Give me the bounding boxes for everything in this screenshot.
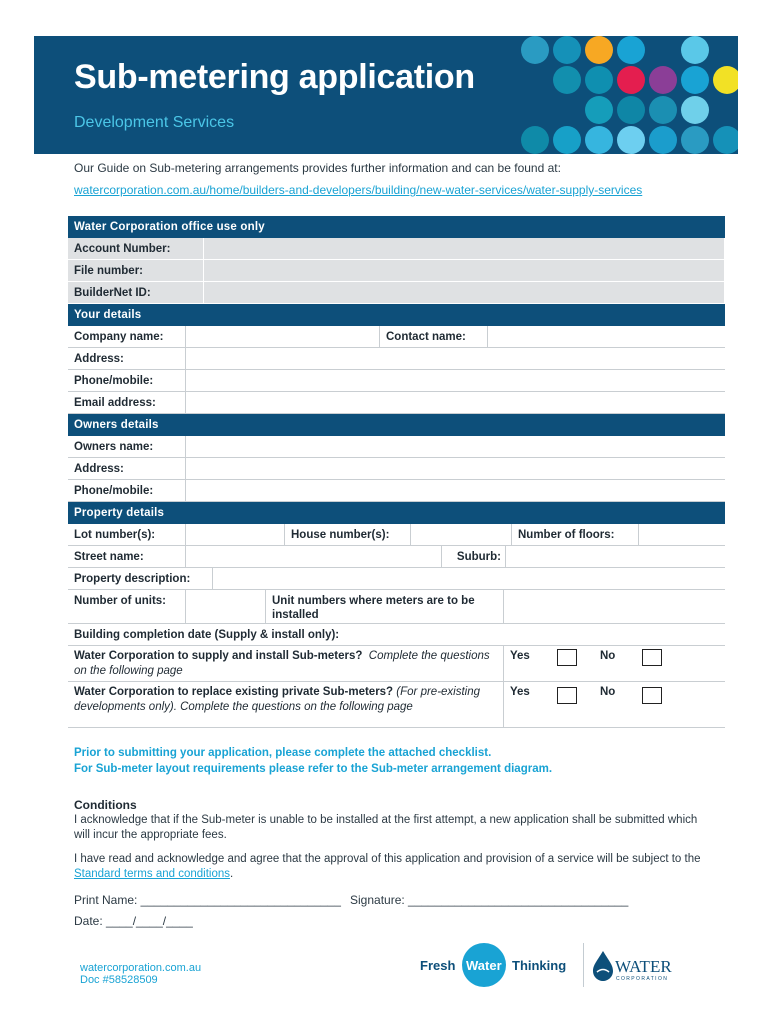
supply-install-note: Complete the questions on the following page <box>74 650 490 677</box>
description-row <box>68 568 725 590</box>
supply-install-options <box>504 646 725 681</box>
intro-text: Our Guide on Sub-metering arrangements provides further information and can be found at: <box>74 161 561 175</box>
banner-dot <box>681 96 709 124</box>
guide-link[interactable]: watercorporation.com.au/home/builders-and-developers/building/new-water-services/water-supply-services <box>74 183 643 197</box>
floors-field[interactable] <box>639 524 725 545</box>
replace-question <box>68 682 504 727</box>
replace-no-label: No <box>600 686 616 698</box>
conditions-heading: Conditions <box>74 798 137 812</box>
section-your-details: Your details <box>68 304 725 326</box>
owners-phone-label: Phone/mobile: <box>68 480 186 501</box>
banner-dot <box>553 126 581 154</box>
contact-name-field[interactable] <box>488 326 725 347</box>
email-field[interactable] <box>186 392 725 413</box>
wc-sub-text: CORPORATION <box>616 976 669 982</box>
footer-website <box>80 962 201 986</box>
lot-number-label: Lot number(s): <box>68 524 186 545</box>
banner-dot <box>521 36 549 64</box>
conditions-paragraph-1: I acknowledge that if the Sub-meter is unable to be installed at the first attempt, a new application shall be submitted which will incur the appropriate fees. <box>74 814 698 841</box>
header-banner <box>34 36 738 154</box>
file-number-row <box>68 260 725 282</box>
buildernet-row <box>68 282 725 304</box>
owners-address-row <box>68 458 725 480</box>
banner-dot <box>681 36 709 64</box>
checklist-notice <box>74 745 552 777</box>
property-description-label: Property description: <box>68 568 213 589</box>
water-corporation-logo <box>583 943 693 987</box>
section-property-details: Property details <box>68 502 725 524</box>
buildernet-field[interactable] <box>204 282 725 303</box>
email-label: Email address: <box>68 392 186 413</box>
street-name-field[interactable] <box>186 546 442 567</box>
banner-dot <box>681 126 709 154</box>
suburb-field[interactable] <box>506 546 725 567</box>
account-number-row <box>68 238 725 260</box>
units-label: Number of units: <box>68 590 186 623</box>
supply-install-row <box>68 646 725 682</box>
replace-yes-checkbox[interactable] <box>557 687 577 704</box>
supply-install-no-label: No <box>600 650 616 662</box>
completion-date-field[interactable]: Building completion date (Supply & install only): <box>74 628 340 641</box>
completion-row <box>68 624 725 646</box>
banner-dot <box>617 36 645 64</box>
conditions-p2-end: . <box>229 868 234 880</box>
notice-line-1: Prior to submitting your application, please complete the attached checklist. <box>74 747 492 759</box>
company-name-label: Company name: <box>68 326 186 347</box>
banner-dot <box>553 66 581 94</box>
company-row <box>68 326 725 348</box>
supply-install-question-text: Water Corporation to supply and install Sub-meters? <box>74 650 363 662</box>
suburb-label: Suburb: <box>442 546 506 567</box>
house-number-field[interactable] <box>411 524 512 545</box>
banner-dot <box>713 126 738 154</box>
street-row <box>68 546 725 568</box>
your-address-label: Address: <box>68 348 186 369</box>
units-field[interactable] <box>186 590 266 623</box>
banner-dot <box>617 126 645 154</box>
street-name-label: Street name: <box>68 546 186 567</box>
owners-name-row <box>68 436 725 458</box>
your-phone-label: Phone/mobile: <box>68 370 186 391</box>
fresh-water-thinking-logo <box>420 943 580 987</box>
your-address-row <box>68 348 725 370</box>
supply-install-question <box>68 646 504 681</box>
replace-row <box>68 682 725 728</box>
unit-numbers-field[interactable] <box>504 590 725 623</box>
owners-name-label: Owners name: <box>68 436 186 457</box>
section-office-use: Water Corporation office use only <box>68 216 725 238</box>
supply-install-yes-label: Yes <box>510 650 530 662</box>
units-row <box>68 590 725 624</box>
floors-label: Number of floors: <box>512 524 639 545</box>
signature-line[interactable]: Signature: _________________________________ <box>350 893 629 907</box>
footer-url-text: watercorporation.com.au <box>80 962 202 974</box>
file-number-label: File number: <box>68 260 204 281</box>
conditions-p2-text: I have read and acknowledge and agree that the approval of this application and provision of a service will be subject to the <box>74 853 701 865</box>
banner-dot <box>553 36 581 64</box>
replace-question-text: Water Corporation to replace existing private Sub-meters? <box>74 686 394 698</box>
unit-numbers-label: Unit numbers where meters are to be installed <box>266 590 504 623</box>
banner-dot <box>521 126 549 154</box>
date-line[interactable]: Date: ____/____/____ <box>74 914 193 928</box>
notice-line-2: For Sub-meter layout requirements please refer to the Sub-meter arrangement diagram. <box>74 763 553 775</box>
fwt-thinking-text: Thinking <box>512 958 567 973</box>
account-number-label: Account Number: <box>68 238 204 259</box>
contact-name-label: Contact name: <box>380 326 488 347</box>
replace-no-checkbox[interactable] <box>642 687 662 704</box>
water-drop-icon <box>593 951 613 981</box>
banner-dot <box>617 96 645 124</box>
banner-dot <box>585 36 613 64</box>
banner-dot <box>649 126 677 154</box>
account-number-field[interactable] <box>204 238 725 259</box>
property-description-field[interactable] <box>213 568 725 589</box>
buildernet-label: BuilderNet ID: <box>68 282 204 303</box>
banner-dot <box>649 66 677 94</box>
fwt-water-text: Water <box>466 958 502 973</box>
print-name-line[interactable]: Print Name: ______________________________ <box>74 893 341 907</box>
supply-install-no-checkbox[interactable] <box>642 649 662 666</box>
company-name-field[interactable] <box>186 326 380 347</box>
banner-dot <box>585 126 613 154</box>
supply-install-yes-checkbox[interactable] <box>557 649 577 666</box>
banner-dot <box>617 66 645 94</box>
page-subtitle: Development Services <box>74 114 235 131</box>
owners-phone-row <box>68 480 725 502</box>
banner-dot <box>713 66 738 94</box>
lot-row <box>68 524 725 546</box>
your-phone-row <box>68 370 725 392</box>
lot-number-field[interactable] <box>186 524 285 545</box>
banner-dot <box>585 66 613 94</box>
your-address-field[interactable] <box>186 348 725 369</box>
replace-note: (For pre-existing developments only). Complete the questions on the following page <box>74 686 481 713</box>
owners-phone-field[interactable] <box>186 480 725 501</box>
banner-dot <box>585 96 613 124</box>
owners-name-field[interactable] <box>186 436 725 457</box>
fwt-fresh-text: Fresh <box>420 958 456 973</box>
section-owners-details: Owners details <box>68 414 725 436</box>
banner-dot <box>649 96 677 124</box>
wc-name-text: WATER <box>615 957 672 976</box>
footer-doc-number: Doc #58528509 <box>80 974 158 986</box>
file-number-field[interactable] <box>204 260 725 281</box>
standard-terms-link[interactable]: Standard terms and conditions <box>74 868 230 880</box>
banner-dot <box>681 66 709 94</box>
page-title: Sub-metering application <box>74 58 475 96</box>
replace-options <box>504 682 725 727</box>
application-form <box>68 216 725 728</box>
your-phone-field[interactable] <box>186 370 725 391</box>
replace-yes-label: Yes <box>510 686 530 698</box>
conditions-paragraph-2 <box>74 852 714 882</box>
owners-address-label: Address: <box>68 458 186 479</box>
owners-address-field[interactable] <box>186 458 725 479</box>
email-row <box>68 392 725 414</box>
house-number-label: House number(s): <box>285 524 411 545</box>
